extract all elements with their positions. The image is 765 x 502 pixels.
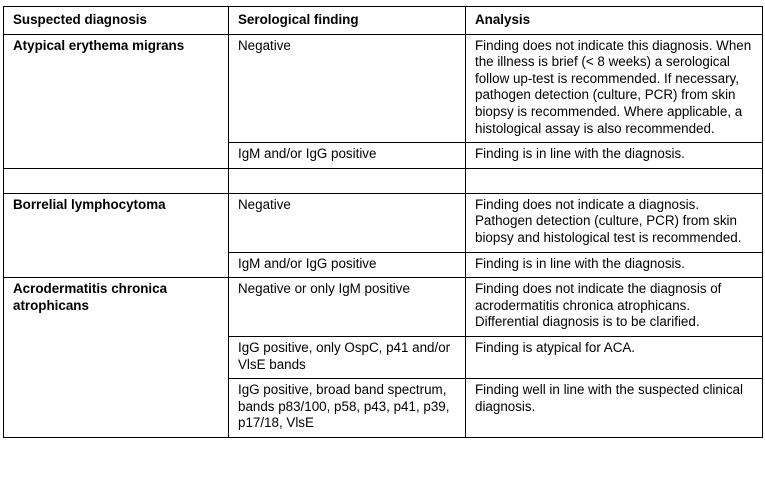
finding-cell <box>229 168 466 193</box>
finding-cell: Negative or only IgM positive <box>229 278 466 337</box>
diagnosis-cell: Borrelial lymphocytoma <box>4 193 229 277</box>
table-row <box>4 278 763 337</box>
finding-cell: IgM and/or IgG positive <box>229 252 466 278</box>
table-row <box>4 193 763 252</box>
header-analysis: Analysis <box>466 7 763 35</box>
finding-cell: Negative <box>229 193 466 252</box>
analysis-cell <box>466 168 763 193</box>
diagnosis-cell: Acrodermatitis chronica atrophicans <box>4 278 229 438</box>
finding-cell: IgG positive, only OspC, p41 and/or VlsE bands <box>229 336 466 378</box>
header-serological-finding: Serological finding <box>229 7 466 35</box>
finding-cell: Negative <box>229 34 466 143</box>
header-suspected-diagnosis: Suspected diagnosis <box>4 7 229 35</box>
diagnosis-cell: Atypical erythema migrans <box>4 34 229 168</box>
analysis-cell: Finding does not indicate the diagnosis of acrodermatitis chronica atrophicans. Differential diagnosis is to be clarified. <box>466 278 763 337</box>
diagnosis-table <box>3 6 763 438</box>
table-row-empty <box>4 168 763 193</box>
analysis-cell: Finding well in line with the suspected clinical diagnosis. <box>466 379 763 438</box>
analysis-cell: Finding is in line with the diagnosis. <box>466 252 763 278</box>
diagnosis-cell <box>4 168 229 193</box>
analysis-cell: Finding is in line with the diagnosis. <box>466 143 763 169</box>
header-row <box>4 7 763 35</box>
analysis-cell: Finding does not indicate this diagnosis. When the illness is brief (< 8 weeks) a serological follow up-test is recommended. If necessary, pathogen detection (culture, PCR) from skin biopsy is recommended. Where applicable, a histological assay is also recommended. <box>466 34 763 143</box>
finding-cell: IgM and/or IgG positive <box>229 143 466 169</box>
table-row <box>4 34 763 143</box>
finding-cell: IgG positive, broad band spectrum, bands p83/100, p58, p43, p41, p39, p17/18, VlsE <box>229 379 466 438</box>
analysis-cell: Finding is atypical for ACA. <box>466 336 763 378</box>
analysis-cell: Finding does not indicate a diagnosis. Pathogen detection (culture, PCR) from skin biopsy and histological test is recommended. <box>466 193 763 252</box>
